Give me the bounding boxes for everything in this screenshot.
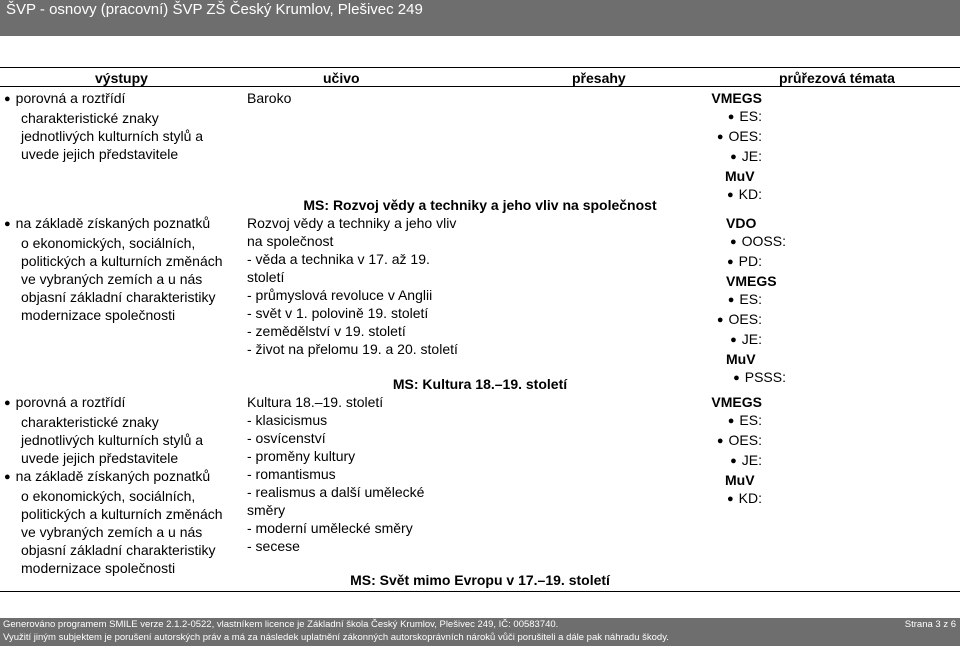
tema-item: ● OOSS: (690, 232, 786, 252)
list-item: ● na základě získaných poznatků (4, 467, 223, 487)
tema-group: MuV (725, 472, 755, 488)
ucivo-line: - věda a technika v 17. až 19. (247, 251, 430, 267)
ucivo-line: na společnost (247, 233, 334, 249)
tema-item: ● KD: (700, 489, 762, 509)
column-header-presahy: přesahy (572, 70, 626, 86)
tema-item: ● ES: (700, 107, 762, 127)
ucivo-line: Kultura 18.–19. století (247, 394, 384, 410)
tema-group: VMEGS (711, 394, 762, 410)
temata-cell-3 (700, 393, 762, 509)
ucivo-line: století (247, 269, 285, 285)
vystupy-cell-2 (4, 214, 223, 324)
page-number: Strana 3 z 6 (904, 619, 956, 630)
ucivo-line: - osvícenství (247, 430, 326, 446)
ucivo-line: - svět v 1. polovině 19. století (247, 305, 429, 321)
table-bottom-rule (0, 591, 960, 592)
ucivo-line: - realismus a další umělecké (247, 484, 425, 500)
list-item: jednotlivých kulturních stylů a (21, 128, 204, 144)
temata-cell-1 (700, 89, 762, 205)
ucivo-line: směry (247, 502, 286, 518)
document-title: ŠVP - osnovy (pracovní) ŠVP ZŠ Český Krumlov, Plešivec 249 (6, 1, 423, 18)
table-header-rule (0, 86, 960, 87)
tema-item: ● ES: (700, 411, 762, 431)
tema-group: MuV (726, 351, 756, 367)
tema-group: VMEGS (711, 90, 762, 106)
tema-item: ● JE: (690, 330, 786, 350)
list-item: ve vybraných zemích a u nás (21, 271, 203, 287)
ucivo-line: - život na přelomu 19. a 20. století (247, 341, 458, 357)
tema-item: ● OES: (690, 310, 786, 330)
footer-generated: Generováno programem SMILE verze 2.1.2-0522, vlastníkem licence je Základní škola Český Krumlov, Plešivec 249, IČ: 00583740. (3, 619, 559, 630)
list-item: ve vybraných zemích a u nás (21, 524, 203, 540)
tema-item: ● JE: (700, 451, 762, 471)
ms-heading-2: MS: Kultura 18.–19. století (392, 376, 568, 392)
tema-item: ● PD: (690, 252, 786, 272)
column-header-vystupy: výstupy (95, 70, 148, 86)
column-header-ucivo: učivo (323, 70, 360, 86)
tema-item: ● ES: (690, 290, 786, 310)
ucivo-cell-2 (247, 214, 458, 358)
tema-item: ● JE: (700, 147, 762, 167)
tema-item: ● KD: (700, 185, 762, 205)
ucivo-line: - secese (247, 538, 300, 554)
list-item: politických a kulturních změnách (21, 253, 223, 269)
ucivo-line: Rozvoj vědy a techniky a jeho vliv (247, 215, 457, 231)
list-item: uvede jejich představitele (21, 450, 179, 466)
tema-group: MuV (725, 168, 755, 184)
ucivo-cell-1 (247, 89, 291, 107)
ucivo-cell-3 (247, 393, 424, 555)
list-item: objasní základní charakteristiky (21, 542, 216, 558)
list-item: o ekonomických, sociálních, (21, 235, 196, 251)
footer-notice: Využití jiným subjektem je porušení autorských práv a má za následek uplatnění zákonných autorskoprávních nároků vůči porušiteli a dále pak náhradu škody. (3, 632, 669, 643)
list-item: modernizace společnosti (21, 307, 176, 323)
list-item: jednotlivých kulturních stylů a (21, 432, 204, 448)
list-item: ● porovná a roztřídí (4, 89, 203, 109)
list-item: charakteristické znaky (21, 414, 159, 430)
list-item: objasní základní charakteristiky (21, 289, 216, 305)
list-item: charakteristické znaky (21, 110, 159, 126)
table-top-rule (0, 67, 960, 68)
list-item: ● na základě získaných poznatků (4, 214, 223, 234)
list-item: modernizace společnosti (21, 560, 176, 576)
tema-item: ● OES: (700, 431, 762, 451)
ucivo-line: - moderní umělecké směry (247, 520, 413, 536)
list-item: politických a kulturních změnách (21, 506, 223, 522)
ms-heading-3: MS: Svět mimo Evropu v 17.–19. století (350, 572, 610, 588)
list-item: uvede jejich představitele (21, 146, 179, 162)
tema-group: VDO (726, 215, 757, 231)
temata-cell-2 (690, 214, 786, 388)
ms-heading-1: MS: Rozvoj vědy a techniky a jeho vliv na společnost (303, 197, 657, 213)
ucivo-line: - proměny kultury (247, 448, 356, 464)
tema-item: ● OES: (700, 127, 762, 147)
ucivo-line: - klasicismus (247, 412, 328, 428)
tema-group: VMEGS (726, 273, 777, 289)
document-header (0, 0, 960, 36)
ucivo-line: - romantismus (247, 466, 336, 482)
tema-item: ● PSSS: (690, 368, 786, 388)
ucivo-line: - průmyslová revoluce v Anglii (247, 287, 433, 303)
vystupy-cell-1 (4, 89, 203, 163)
vystupy-cell-3 (4, 393, 223, 577)
list-item: o ekonomických, sociálních, (21, 488, 196, 504)
document-footer (0, 618, 960, 646)
ucivo-line: - zemědělství v 19. století (247, 323, 406, 339)
list-item: ● porovná a roztřídí (4, 393, 223, 413)
column-header-prurezova-temata: průřezová témata (779, 70, 895, 86)
ucivo-line: Baroko (247, 90, 292, 106)
